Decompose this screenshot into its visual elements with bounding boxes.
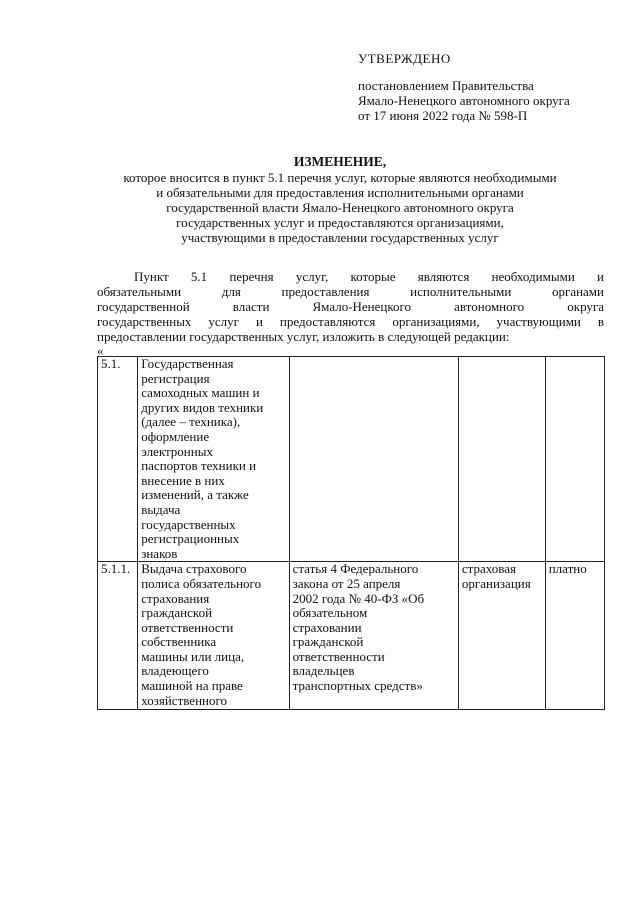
table-row [98,357,605,562]
document-title: ИЗМЕНЕНИЕ, [293,154,387,169]
approval-line: Ямало-Ненецкого автономного округа [358,93,570,108]
approval-stamp [358,51,618,123]
table-row [98,562,605,710]
paragraph-line: Пункт 5.1 перечня услуг, которые являются необходимыми и [134,269,604,284]
opening-quote: « [97,343,104,358]
services-table [97,356,605,710]
legal-basis [289,357,458,562]
legal-basis: статья 4 Федерального закона от 25 апреля 2002 года № 40-ФЗ «Об обязательном страховании гражданской ответственности владельцев транспортных средств» [289,562,458,710]
row-number: 5.1.1. [98,562,138,710]
paragraph-line: государственных услуг и предоставляются организациями, участвующими в [97,314,604,329]
service-name: Выдача страхового полиса обязательного страхования гражданской ответственности собственника машины или лица, владеющего машиной на праве хозяйственного [138,562,289,710]
document-subtitle-line: государственных услуг и предоставляются организациями, [176,215,504,230]
approval-line: от 17 июня 2022 года № 598-П [358,108,528,123]
paragraph-line: государственной власти Ямало-Ненецкого автономного округа [97,299,604,314]
paragraph-line: предоставлении государственных услуг, изложить в следующей редакции: [97,329,510,344]
provider: страховая организация [458,562,545,710]
payment: платно [545,562,604,710]
document-subtitle-line: государственной власти Ямало-Ненецкого автономного округа [166,200,514,215]
paragraph-line: обязательными для предоставления исполнительными органами [97,284,604,299]
service-name: Государственная регистрация самоходных машин и других видов техники (далее – техника), оформление электронных паспортов техники и внесение в них изменений, а также выдача государственных регистрационных знаков [138,357,289,562]
approval-line: постановлением Правительства [358,78,534,93]
document-subtitle-line: и обязательными для предоставления исполнительными органами [156,185,524,200]
body-paragraph [97,269,604,344]
payment [545,357,604,562]
document-subtitle-line: которое вносится в пункт 5.1 перечня услуг, которые являются необходимыми [123,170,557,185]
approval-heading: УТВЕРЖДЕНО [358,51,451,66]
provider [458,357,545,562]
document-subtitle-line: участвующими в предоставлении государственных услуг [181,230,499,245]
row-number: 5.1. [98,357,138,562]
document-title-block [70,154,610,245]
